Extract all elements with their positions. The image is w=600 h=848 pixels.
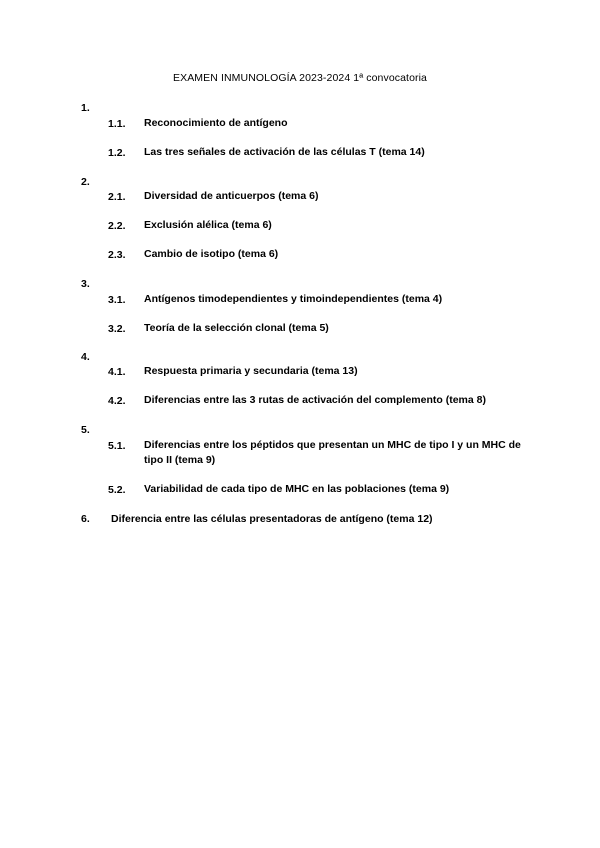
- section-6-number: 6.: [81, 513, 90, 525]
- section-2-number: 2.: [81, 176, 90, 188]
- section-3-number: 3.: [81, 278, 90, 290]
- section-4-number: 4.: [81, 351, 90, 363]
- page-title: EXAMEN INMUNOLOGÍA 2023-2024 1ª convocatoria: [173, 72, 427, 84]
- item-4-2-text: Diferencias entre las 3 rutas de activación del complemento (tema 8): [144, 394, 486, 406]
- item-4-1-number: 4.1.: [108, 366, 126, 378]
- item-2-2-text: Exclusión alélica (tema 6): [144, 219, 272, 231]
- item-4-2-number: 4.2.: [108, 395, 126, 407]
- item-1-1-text: Reconocimiento de antígeno: [144, 117, 288, 129]
- item-5-1-number: 5.1.: [108, 440, 126, 452]
- item-3-2-number: 3.2.: [108, 323, 126, 335]
- item-2-3-number: 2.3.: [108, 249, 126, 261]
- item-3-1-text: Antígenos timodependientes y timoindependientes (tema 4): [144, 293, 443, 305]
- item-3-1-number: 3.1.: [108, 294, 126, 306]
- item-1-2-text: Las tres señales de activación de las células T (tema 14): [144, 146, 425, 158]
- section-5-number: 5.: [81, 424, 90, 436]
- item-1-2-number: 1.2.: [108, 147, 126, 159]
- item-5-2-number: 5.2.: [108, 484, 126, 496]
- item-3-2-text: Teoría de la selección clonal (tema 5): [144, 322, 329, 334]
- item-1-1-number: 1.1.: [108, 118, 126, 130]
- section-1-number: 1.: [81, 102, 90, 114]
- item-5-2-text: Variabilidad de cada tipo de MHC en las poblaciones (tema 9): [144, 483, 450, 495]
- item-4-1-text: Respuesta primaria y secundaria (tema 13): [144, 365, 358, 377]
- item-2-1-text: Diversidad de anticuerpos (tema 6): [144, 190, 319, 202]
- item-2-1-number: 2.1.: [108, 191, 126, 203]
- item-5-1-text: Diferencias entre los péptidos que presentan un MHC de tipo I y un MHC de tipo II (tema 9): [144, 439, 521, 466]
- section-6-text: Diferencia entre las células presentadoras de antígeno (tema 12): [111, 513, 433, 525]
- item-2-3-text: Cambio de isotipo (tema 6): [144, 248, 279, 260]
- item-2-2-number: 2.2.: [108, 220, 126, 232]
